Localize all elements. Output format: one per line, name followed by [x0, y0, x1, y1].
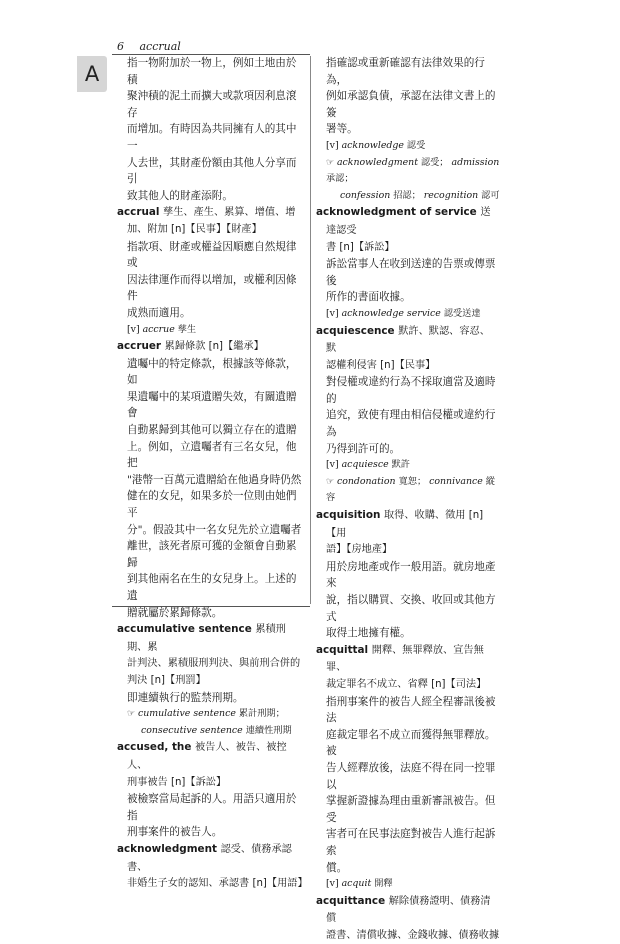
dictionary-entry — [316, 893, 500, 944]
dictionary-entry — [117, 841, 308, 893]
definition-line: 庭裁定罪名不成立而獲得無罪釋放。被 — [326, 728, 496, 758]
xref-term: admission — [448, 156, 500, 168]
entry-gloss: 累積刑期、累 — [127, 624, 286, 653]
cross-reference — [117, 706, 303, 723]
entry-headline — [316, 323, 500, 358]
entry-headline — [316, 204, 500, 239]
entry-headline — [117, 841, 303, 876]
definition-line: 分"。假設其中一名女兒先於立遺囑者 — [127, 523, 302, 536]
xref-term: acquiesce — [341, 459, 392, 471]
entry-gloss: 累歸條款 [n]【繼承】 — [164, 341, 264, 353]
xref-marker: [v] — [326, 459, 342, 471]
definition-line: 成熟而適用。 — [127, 306, 191, 319]
right-column — [316, 55, 500, 941]
page-number: 6 — [117, 40, 124, 53]
xref-term: consecutive sentence — [141, 724, 246, 736]
entry-gloss-line: 非婚生子女的認知、承認書 [n]【用語】 — [127, 878, 308, 890]
entry-gloss-line: 證書、清償收據、金錢收據、債務收據 — [326, 929, 500, 941]
definition-line: 訴訟當事人在收到送達的告票或傳票後 — [326, 258, 496, 287]
definition-line: 上。例如，立遺囑者有三名女兒，他把 — [127, 440, 297, 470]
definition-line: 署等。 — [326, 123, 358, 136]
entry-gloss: 開釋、無罪釋放、宣告無罪、 — [326, 644, 484, 674]
entry-gloss-line: 書 [n]【訴訟】 — [326, 241, 395, 253]
definition-line: 贈就屬於累歸條款。 — [127, 606, 223, 619]
cross-reference — [316, 457, 500, 474]
entry-gloss-line: 語】【房地產】 — [326, 544, 393, 556]
definition-line: 指一物附加於一物上，例如土地由於積 — [127, 57, 297, 86]
cross-reference — [316, 155, 500, 188]
xref-term: acknowledge — [341, 139, 407, 151]
dictionary-entry — [117, 204, 303, 338]
entry-gloss-line: 刑事被告 [n]【訴訟】 — [127, 776, 227, 788]
running-head-word: accrual — [139, 40, 181, 53]
definition-line: 指款項、財產或權益因順應自然規律或 — [127, 240, 297, 270]
definition-line: 指刑事案件的被告人經全程審訊後被法 — [326, 695, 496, 725]
xref-term: acquit — [341, 878, 375, 890]
running-header — [117, 40, 181, 53]
definition-line: 例如承認負債，承認在法律文書上的簽 — [326, 90, 496, 119]
definition-line: 對侵權或違約行為不採取適當及適時的 — [326, 376, 496, 405]
headword: acquittance — [316, 894, 389, 907]
xref-gloss: 認受； — [420, 156, 449, 168]
letter-thumb-tab: A — [77, 56, 107, 92]
definition-line: 而增加。有時因為共同擁有人的其中一 — [127, 123, 297, 152]
xref-term: accrue — [142, 323, 178, 335]
xref-marker: [v] — [326, 307, 342, 319]
xref-gloss: 孳生 — [177, 323, 197, 335]
definition-line: 告人經釋放後，法庭不得在同一控罪以 — [326, 761, 496, 791]
definition-line: 聚沖積的泥土而擴大或款項因利息滾存 — [127, 90, 297, 119]
xref-marker: ☞ — [326, 476, 337, 487]
headword: accused, the — [117, 741, 195, 754]
xref-term: condonation — [336, 475, 399, 487]
xref-gloss: 連續性刑期 — [245, 724, 292, 736]
xref-gloss: 累計刑期； — [238, 708, 285, 720]
definition-line: 償。 — [326, 861, 348, 874]
definition-line: 因法律運作而得以增加，或權利因條件 — [127, 273, 297, 303]
definition-line: 掌握新證據為理由重新審訊被告。但受 — [326, 795, 496, 824]
headword: acknowledgment — [117, 842, 221, 855]
entry-gloss: 認受、債務承認書、 — [127, 843, 292, 873]
xref-marker: [v] — [326, 139, 342, 151]
definition-line: 到其他兩名在生的女兒身上。上述的遺 — [127, 573, 297, 602]
definition-line: 追究，致使有理由相信侵權或違約行為 — [326, 409, 496, 439]
dictionary-entry — [117, 739, 303, 841]
definition-line: 被檢察當局起訴的人。用語只適用於指 — [127, 793, 297, 822]
entry-gloss: 解除債務證明、債務清償 — [326, 895, 491, 925]
definition-line: 用於房地產或作一般用語。就房地產來 — [326, 560, 496, 590]
entry-gloss: 取得、收購、徵用 [n]【用 — [326, 510, 484, 539]
xref-gloss: 招認； — [393, 189, 421, 201]
headword: accruer — [117, 340, 165, 353]
definition-line: "港幣一百萬元遺贈給在他過身時仍然 — [127, 473, 302, 486]
entry-gloss-line: 計判決、累積服刑判決、與前刑合併的 — [127, 658, 301, 670]
dictionary-entry — [117, 338, 303, 621]
xref-marker: ☞ — [127, 709, 138, 720]
xref-gloss: 寬恕； — [398, 475, 427, 487]
entry-headline — [316, 507, 500, 542]
definition-line: 乃得到許可的。 — [326, 442, 401, 455]
dictionary-entry — [316, 323, 500, 508]
column-divider — [310, 56, 311, 604]
definition-line: 遺囑中的特定條款，根據該等條款，如 — [127, 357, 297, 387]
dictionary-entry — [316, 204, 500, 322]
headword: acknowledgment of service — [316, 206, 481, 219]
definition-line: 說，指以購買、交換、收回或其他方式 — [326, 594, 496, 623]
headword: acquiescence — [316, 324, 399, 337]
definition-line: 人去世，其財產份額由其他人分享而引 — [127, 156, 297, 186]
cross-reference — [316, 138, 500, 155]
entry-headline — [117, 621, 303, 656]
xref-term: recognition — [420, 189, 482, 201]
headword: accumulative sentence — [117, 623, 256, 636]
headword: acquittal — [316, 643, 372, 656]
entry-gloss: 默許、默認、容忍、默 — [326, 325, 490, 355]
left-column — [117, 55, 308, 890]
definition-line: 刑事案件的被告人。 — [127, 826, 223, 839]
xref-gloss: 承認； — [326, 173, 354, 185]
entry-headline — [316, 893, 500, 928]
entry-headline — [117, 338, 303, 356]
definition-line: 自動累歸到其他可以獨立存在的遺贈 — [127, 424, 297, 437]
definition-line: 指確認或重新確認有法律效果的行為， — [326, 57, 485, 86]
headword: acquisition — [316, 509, 384, 522]
entry-gloss-line: 判決 [n]【刑罰】 — [127, 674, 206, 686]
definition-line: 所作的書面收據。 — [326, 291, 411, 304]
xref-marker: ☞ — [326, 157, 337, 168]
cross-reference — [316, 876, 500, 893]
xref-gloss: 認受送達 — [443, 307, 481, 319]
cross-reference — [316, 474, 500, 507]
definition-line: 致其他人的財產添附。 — [127, 189, 233, 202]
entry-gloss: 被告人、被告、被控人、 — [127, 742, 287, 771]
xref-gloss: 認可 — [481, 189, 500, 201]
definition-line: 害者可在民事法庭對被告人進行起訴索 — [326, 828, 496, 857]
xref-term: connivance — [426, 475, 486, 487]
definition-line: 果遺囑中的某項遺贈失效，有關遺贈會 — [127, 390, 297, 420]
headword: accrual — [117, 206, 164, 219]
entry-gloss-line: 裁定罪名不成立、省釋 [n]【司法】 — [326, 678, 487, 690]
xref-gloss: 開釋 — [374, 878, 393, 890]
entry-gloss-line: 加、附加 [n]【民事】【財產】 — [127, 223, 262, 235]
dictionary-entry — [316, 642, 500, 893]
entry-headline — [117, 204, 303, 222]
definition-line: 離世，該死者原可獲的金額會自動累歸 — [127, 540, 297, 569]
xref-term: confession — [340, 189, 394, 201]
entry-gloss: 送達認受 — [326, 207, 491, 236]
xref-gloss: 默許 — [391, 459, 410, 471]
dictionary-entry — [316, 507, 500, 642]
xref-marker: [v] — [326, 878, 342, 890]
xref-term: cumulative sentence — [137, 708, 239, 720]
xref-marker: [v] — [127, 323, 143, 335]
xref-term: acknowledge service — [341, 307, 444, 319]
entry-headline — [117, 739, 303, 774]
entry-headline — [316, 642, 500, 677]
xref-gloss: 認受 — [406, 139, 426, 151]
definition-line: 健在的女兒，如果多於一位則由她們平 — [127, 490, 297, 520]
definition-line: 取得土地擁有權。 — [326, 627, 411, 640]
cross-reference — [316, 306, 500, 323]
entry-gloss: 孳生、產生、累算、增值、增 — [163, 207, 296, 219]
cross-reference-continued — [117, 723, 303, 740]
cross-reference — [117, 322, 303, 339]
cross-reference-continued — [316, 188, 500, 205]
xref-term: acknowledgment — [336, 156, 421, 168]
xref-gloss: 縱容 — [326, 475, 495, 504]
definition-line: 即連續執行的監禁刑期。 — [127, 691, 244, 704]
entry-gloss-line: 認權利侵害 [n]【民事】 — [326, 359, 436, 371]
dictionary-entry — [117, 621, 303, 739]
